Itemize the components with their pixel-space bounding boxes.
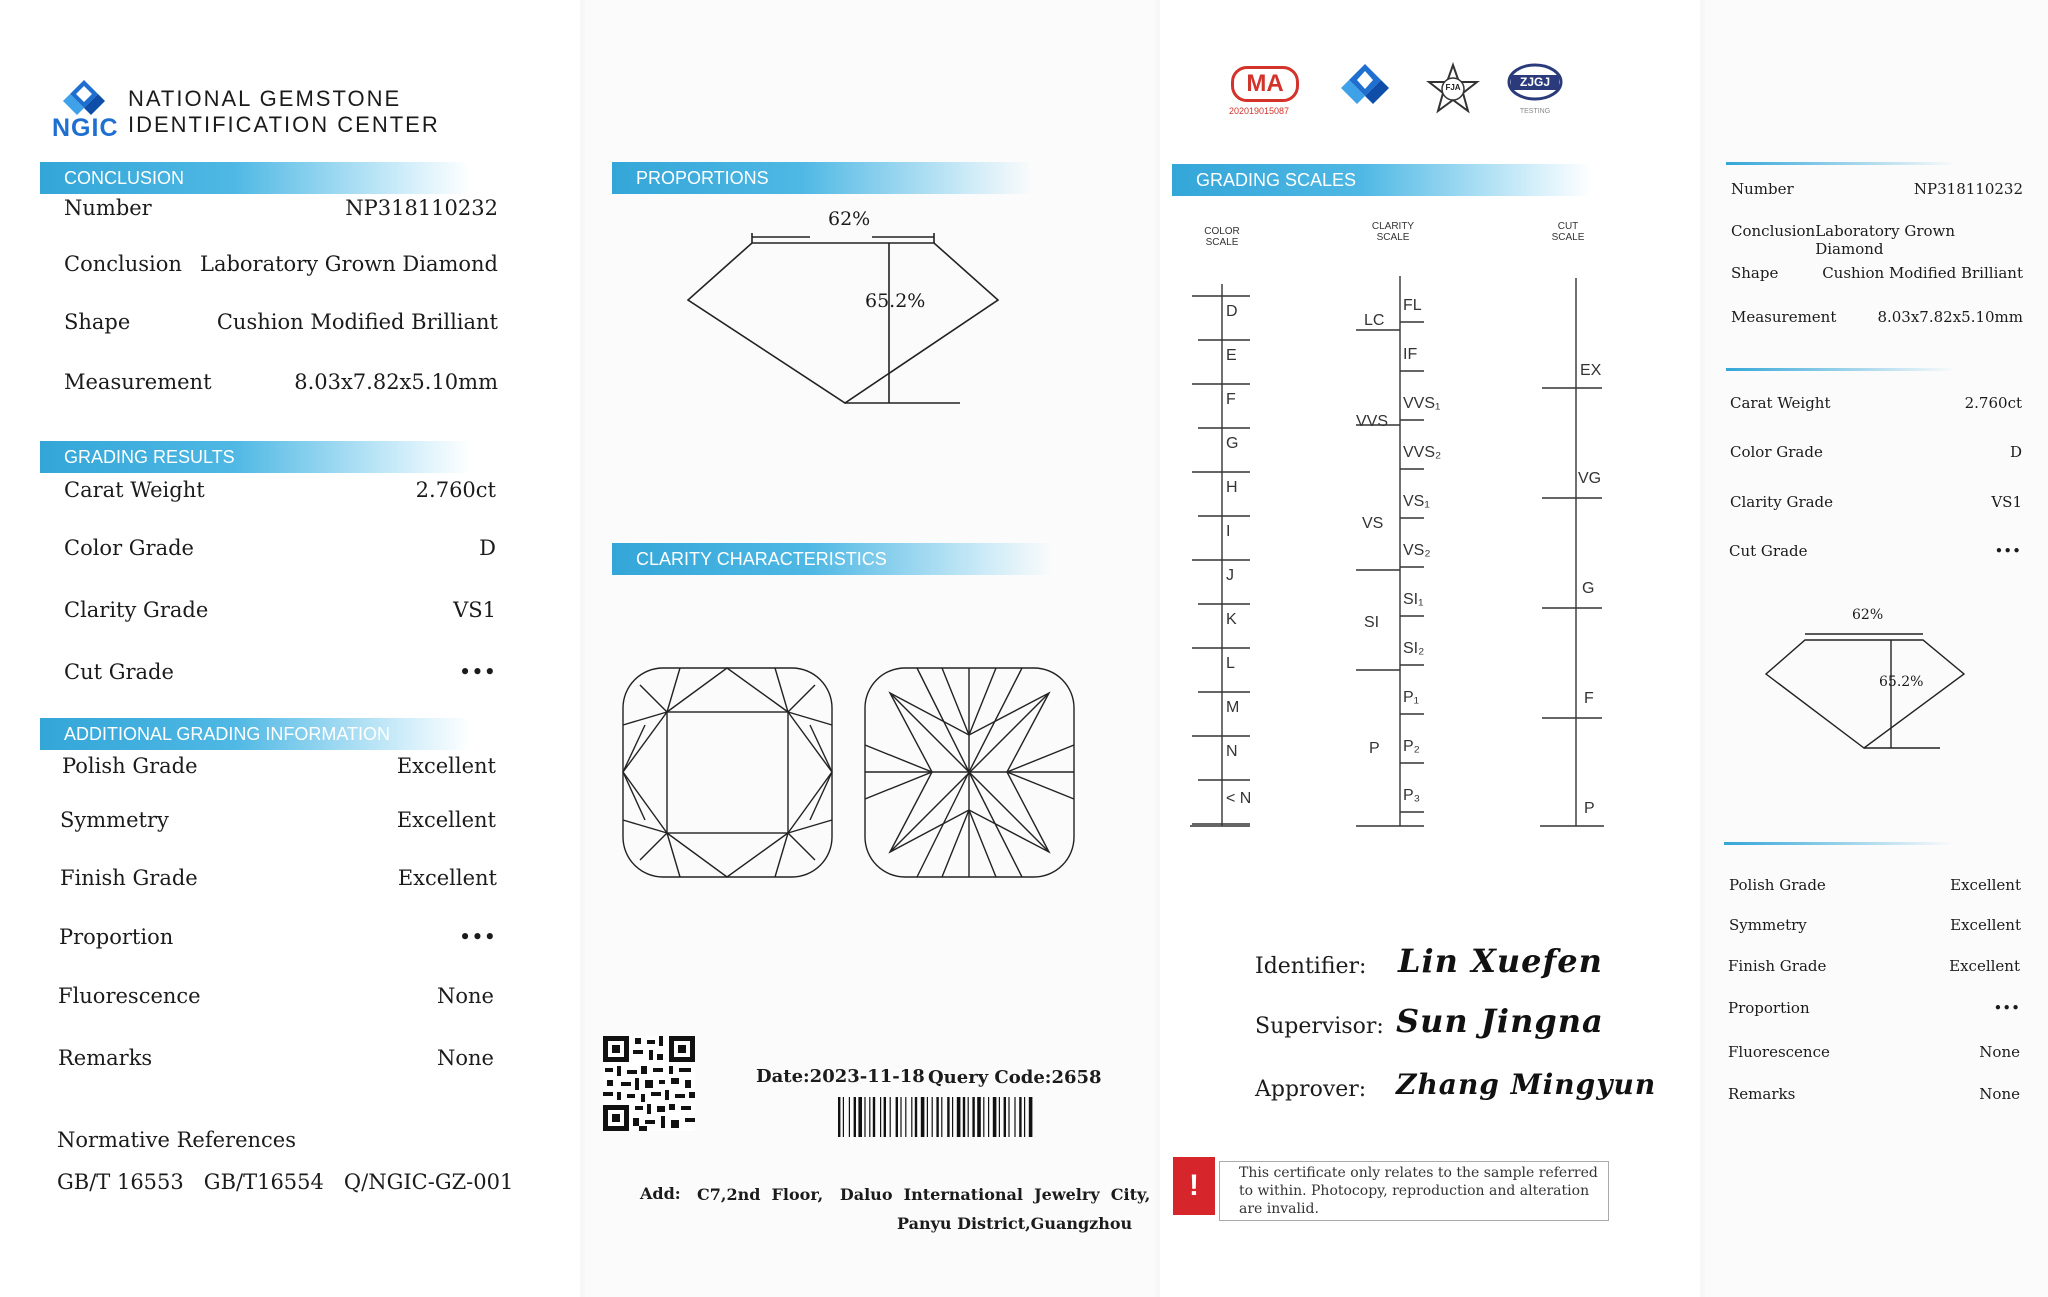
cma-logo <box>1225 62 1303 122</box>
row-value: ••• <box>1994 542 2021 560</box>
row-label: Proportion <box>59 925 174 949</box>
clarity-group-lc: LC <box>1364 312 1385 329</box>
cma-logo-number: 202019015087 <box>1229 106 1290 116</box>
proportions-banner: PROPORTIONS <box>612 162 1032 194</box>
grading-row-carat <box>64 478 496 502</box>
row-value: None <box>437 1046 494 1070</box>
row-label: Clarity Grade <box>1730 493 1834 511</box>
clarity-grade-p2: P₂ <box>1403 738 1420 755</box>
fja-text: FJA <box>1445 83 1461 92</box>
row-label: Measurement <box>1731 308 1837 326</box>
row-value: 2.760ct <box>415 478 496 502</box>
cut-scale-label: CUT SCALE <box>1551 221 1585 243</box>
row-value: Cushion Modified Brilliant <box>1822 264 2023 282</box>
summary-rule-2 <box>1726 368 1956 371</box>
summary-row-shape <box>1731 264 2023 282</box>
disclaimer-box <box>1173 1157 1615 1225</box>
summary-row-conclusion <box>1731 222 2023 258</box>
row-label: Cut Grade <box>64 660 174 684</box>
row-value: Laboratory Grown Diamond <box>200 252 498 276</box>
conclusion-row-conclusion <box>64 252 498 276</box>
summary-row-cut <box>1729 542 2021 560</box>
clarity-plot-pavilion <box>862 665 1077 880</box>
clarity-grade-fl: FL <box>1403 297 1422 314</box>
identifier-signature: Lin Xuefen <box>1398 942 1603 980</box>
clarity-grade-p3: P₃ <box>1403 787 1421 804</box>
summary-row-color <box>1730 443 2022 461</box>
row-value: Excellent <box>1950 876 2021 894</box>
clarity-grade-si2: SI₂ <box>1403 640 1425 657</box>
summary-row-number <box>1731 180 2023 198</box>
row-value: ••• <box>458 660 496 684</box>
row-label: Proportion <box>1728 999 1810 1017</box>
row-label: Symmetry <box>1729 916 1807 934</box>
summary-row-proportion <box>1728 999 2020 1017</box>
clarity-group-p: P <box>1369 740 1380 757</box>
clarity-scale-label: CLARITY SCALE <box>1371 221 1415 243</box>
row-value: 8.03x7.82x5.10mm <box>294 370 498 394</box>
ngic-seal <box>1335 62 1395 118</box>
row-label: Finish Grade <box>1728 957 1827 975</box>
clarity-grade-vs2: VS₂ <box>1403 542 1431 559</box>
row-value: VS1 <box>1991 493 2022 511</box>
row-label: Carat Weight <box>64 478 205 502</box>
color-grade-e: E <box>1226 347 1237 364</box>
row-value: Laboratory Grown Diamond <box>1815 222 1956 258</box>
pavilion-view-icon <box>862 665 1077 880</box>
color-grade-j: J <box>1226 567 1234 584</box>
qr-code-icon <box>603 1036 695 1131</box>
clarity-grade-p1: P₁ <box>1403 689 1420 706</box>
zjgj-sub: TESTING <box>1519 108 1551 115</box>
row-label: Shape <box>1731 264 1779 282</box>
row-label: Conclusion <box>64 252 182 276</box>
brand-text: NGIC <box>52 114 119 142</box>
summary-row-symmetry <box>1729 916 2021 934</box>
row-value: Excellent <box>1949 957 2020 975</box>
row-value: None <box>1979 1085 2020 1103</box>
color-grade-below-n: < N <box>1226 790 1252 807</box>
barcode-icon <box>838 1097 1080 1137</box>
disclaimer-line1: This certificate only relates to the sample referred <box>1239 1165 1598 1181</box>
summary-proportion-svg <box>1760 600 1970 760</box>
cut-grade-p: P <box>1584 800 1595 817</box>
grading-row-clarity <box>64 598 496 622</box>
normative-title: Normative References <box>57 1128 297 1152</box>
diamond-logo-icon <box>1335 62 1395 118</box>
proportion-diagram <box>680 200 1010 420</box>
color-grade-i: I <box>1226 523 1231 540</box>
row-value: None <box>437 984 494 1008</box>
row-value: Cushion Modified Brilliant <box>216 310 498 334</box>
conclusion-row-number <box>64 196 498 220</box>
additional-row-polish <box>62 754 496 778</box>
cut-grade-ex: EX <box>1580 362 1602 379</box>
row-value: Excellent <box>397 866 497 890</box>
row-value: Excellent <box>396 808 496 832</box>
additional-row-remarks <box>58 1046 494 1070</box>
color-grade-n: N <box>1226 743 1238 760</box>
normative-refs: GB/T 16553 GB/T16554 Q/NGIC-GZ-001 <box>57 1170 514 1194</box>
barcode <box>838 1097 1080 1137</box>
summary-row-finish <box>1728 957 2020 975</box>
cut-grade-g: G <box>1582 580 1595 597</box>
color-scale-label: COLOR SCALE <box>1204 226 1240 248</box>
qr-code <box>603 1036 695 1131</box>
clarity-group-si: SI <box>1364 614 1380 631</box>
disclaimer-line3: are invalid. <box>1239 1201 1319 1217</box>
row-label: Measurement <box>64 370 212 394</box>
address-label: Add: <box>640 1184 681 1203</box>
additional-banner: ADDITIONAL GRADING INFORMATION <box>40 718 470 750</box>
row-label: Fluorescence <box>58 984 201 1008</box>
address-line2: Panyu District,Guangzhou <box>897 1214 1133 1233</box>
grading-scales-banner: GRADING SCALES <box>1172 164 1592 196</box>
row-value: D <box>479 536 496 560</box>
summary-table-percentage: 62% <box>1852 607 1884 623</box>
cma-logo-text: MA <box>1231 66 1299 102</box>
color-grade-d: D <box>1226 303 1238 320</box>
approver-label: Approver: <box>1255 1077 1367 1102</box>
clarity-group-vvs: VVS <box>1356 413 1389 430</box>
row-label: Cut Grade <box>1729 542 1808 560</box>
row-label: Number <box>1731 180 1794 198</box>
identifier-label: Identifier: <box>1255 954 1367 979</box>
clarity-grade-vvs2: VVS₂ <box>1403 444 1442 461</box>
grading-results-banner: GRADING RESULTS <box>40 441 470 473</box>
additional-row-finish <box>60 866 497 890</box>
clarity-grade-if: IF <box>1403 346 1418 363</box>
row-label: Fluorescence <box>1728 1043 1830 1061</box>
org-name-line1: NATIONAL GEMSTONE <box>128 86 402 111</box>
clarity-grade-si1: SI₁ <box>1403 591 1424 608</box>
row-value: None <box>1979 1043 2020 1061</box>
crown-view-icon <box>620 665 835 880</box>
color-grade-f: F <box>1226 391 1236 408</box>
row-value: D <box>2009 443 2022 461</box>
row-label: Conclusion <box>1731 222 1816 240</box>
summary-depth-percentage: 65.2% <box>1879 674 1924 690</box>
additional-row-fluorescence <box>58 984 494 1008</box>
cut-grade-vg: VG <box>1578 470 1602 487</box>
row-label: Polish Grade <box>1729 876 1826 894</box>
clarity-characteristics-banner: CLARITY CHARACTERISTICS <box>612 543 1052 575</box>
grading-row-cut <box>64 660 496 684</box>
row-value: NP318110232 <box>345 196 498 220</box>
cut-grade-f: F <box>1584 690 1594 707</box>
color-grade-m: M <box>1226 699 1240 716</box>
row-label: Polish Grade <box>62 754 198 778</box>
clarity-grade-vs1: VS₁ <box>1403 493 1430 510</box>
disclaimer-line2: to within. Photocopy, reproduction and alteration <box>1239 1183 1590 1199</box>
clarity-grade-vvs1: VVS₁ <box>1403 395 1441 412</box>
summary-proportion-diagram <box>1760 600 1970 760</box>
color-grade-g: G <box>1226 435 1239 452</box>
zjgj-logo <box>1505 62 1565 122</box>
color-grade-k: K <box>1226 611 1237 628</box>
conclusion-banner: CONCLUSION <box>40 162 470 194</box>
summary-row-polish <box>1729 876 2021 894</box>
warning-icon: ! <box>1173 1157 1215 1215</box>
grading-row-color <box>64 536 496 560</box>
row-label: Color Grade <box>64 536 194 560</box>
summary-rule-1 <box>1726 162 1956 165</box>
address-line1: C7,2nd Floor, Daluo International Jewelry City, <box>697 1185 1151 1204</box>
row-value: ••• <box>1993 999 2020 1017</box>
summary-row-fluorescence <box>1728 1043 2020 1061</box>
depth-percentage: 65.2% <box>865 290 926 312</box>
org-name-line2: IDENTIFICATION CENTER <box>128 112 440 137</box>
summary-row-remarks <box>1728 1085 2020 1103</box>
additional-row-symmetry <box>60 808 496 832</box>
row-value: 8.03x7.82x5.10mm <box>1877 308 2023 326</box>
proportion-diagram-svg <box>680 200 1010 420</box>
logo-strip <box>1225 62 1565 126</box>
supervisor-label: Supervisor: <box>1255 1014 1384 1039</box>
color-grade-l: L <box>1226 655 1235 672</box>
table-percentage: 62% <box>828 208 871 230</box>
zjgj-text: ZJGJ <box>1519 75 1550 89</box>
fja-seal <box>1425 62 1481 118</box>
clarity-plot-crown <box>620 665 835 880</box>
approver-signature: Zhang Mingyun <box>1396 1068 1657 1101</box>
summary-row-clarity <box>1730 493 2022 511</box>
row-value: Excellent <box>396 754 496 778</box>
row-value: 2.760ct <box>1964 394 2022 412</box>
summary-rule-3 <box>1724 842 1954 845</box>
row-label: Symmetry <box>60 808 169 832</box>
row-label: Shape <box>64 310 131 334</box>
row-label: Remarks <box>58 1046 153 1070</box>
report-date: Date:2023-11-18 <box>756 1066 925 1087</box>
row-value: Excellent <box>1950 916 2021 934</box>
conclusion-row-shape <box>64 310 498 334</box>
panel-left <box>0 0 580 1297</box>
row-label: Remarks <box>1728 1085 1796 1103</box>
summary-row-carat <box>1730 394 2022 412</box>
additional-row-proportion <box>59 925 496 949</box>
row-label: Clarity Grade <box>64 598 209 622</box>
conclusion-row-measurement <box>64 370 498 394</box>
row-label: Finish Grade <box>60 866 198 890</box>
clarity-group-vs: VS <box>1362 515 1384 532</box>
row-value: ••• <box>458 925 496 949</box>
row-label: Number <box>64 196 152 220</box>
color-grade-h: H <box>1226 479 1238 496</box>
row-label: Carat Weight <box>1730 394 1831 412</box>
row-label: Color Grade <box>1730 443 1823 461</box>
query-code: Query Code:2658 <box>928 1067 1102 1088</box>
row-value: NP318110232 <box>1913 180 2023 198</box>
supervisor-signature: Sun Jingna <box>1396 1002 1604 1040</box>
summary-row-measurement <box>1731 308 2023 326</box>
row-value: VS1 <box>453 598 496 622</box>
